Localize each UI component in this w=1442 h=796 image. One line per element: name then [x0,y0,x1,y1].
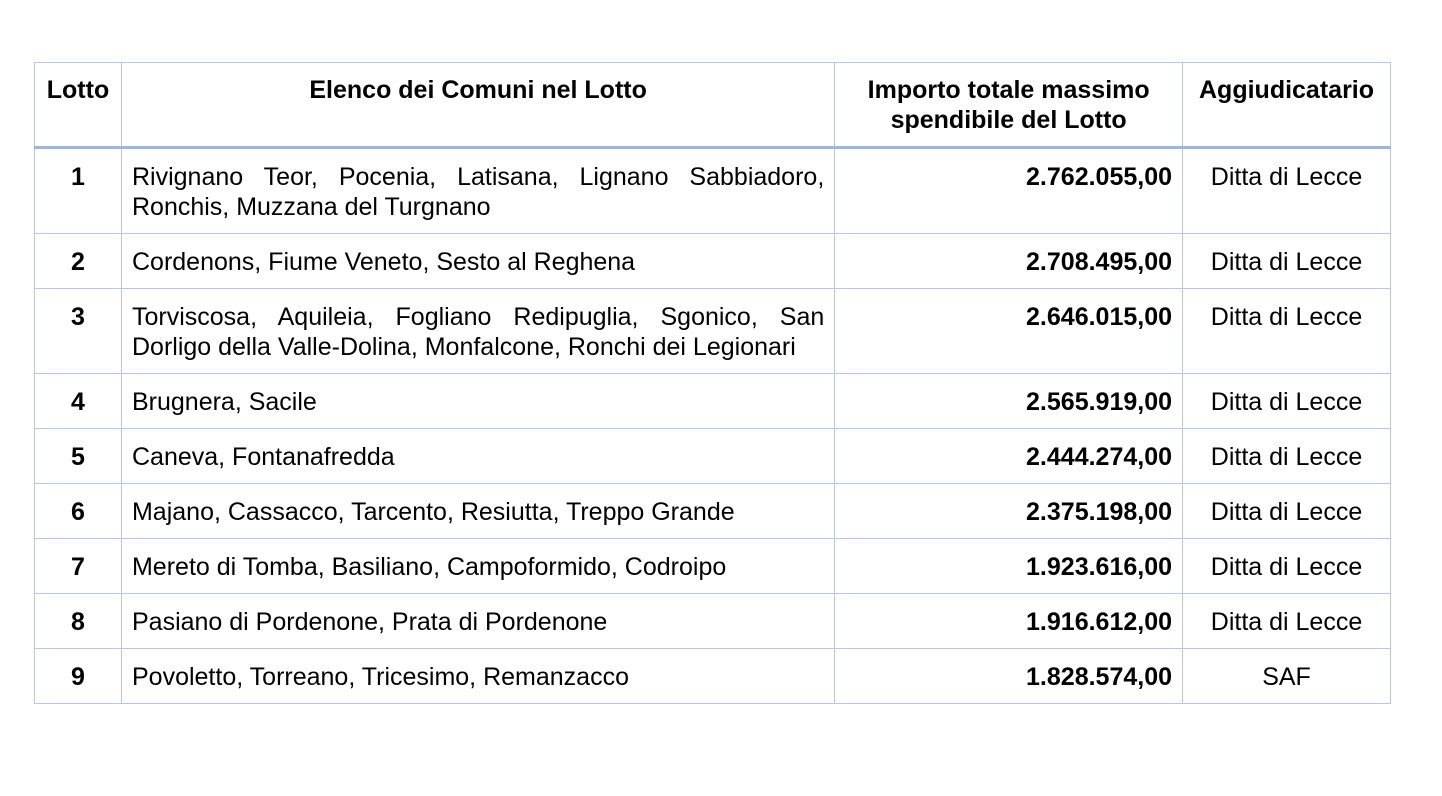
cell-lotto: 4 [35,374,122,429]
cell-importo: 2.565.919,00 [835,374,1183,429]
table-row [35,484,1391,539]
cell-importo: 2.444.274,00 [835,429,1183,484]
cell-lotto: 1 [35,148,122,234]
cell-comuni: Rivignano Teor, Pocenia, Latisana, Lignano Sabbiadoro, Ronchis, Muzzana del Turgnano [121,148,834,234]
cell-comuni: Pasiano di Pordenone, Prata di Pordenone [121,594,834,649]
cell-comuni: Brugnera, Sacile [121,374,834,429]
cell-aggiudicatario: SAF [1183,649,1391,704]
cell-importo: 2.708.495,00 [835,234,1183,289]
cell-lotto: 6 [35,484,122,539]
table-header [35,63,1391,148]
header-importo: Importo totale massimo spendibile del Lotto [835,63,1183,148]
header-row [35,63,1391,148]
cell-comuni: Cordenons, Fiume Veneto, Sesto al Reghena [121,234,834,289]
cell-lotto: 2 [35,234,122,289]
table-body [35,148,1391,704]
cell-importo: 1.916.612,00 [835,594,1183,649]
cell-aggiudicatario: Ditta di Lecce [1183,594,1391,649]
cell-comuni: Torviscosa, Aquileia, Fogliano Redipuglia, Sgonico, San Dorligo della Valle-Dolina, Monfalcone, Ronchi dei Legionari [121,289,834,374]
cell-aggiudicatario: Ditta di Lecce [1183,289,1391,374]
table-row [35,649,1391,704]
cell-comuni: Povoletto, Torreano, Tricesimo, Remanzacco [121,649,834,704]
cell-lotto: 5 [35,429,122,484]
cell-importo: 1.828.574,00 [835,649,1183,704]
cell-comuni: Caneva, Fontanafredda [121,429,834,484]
cell-aggiudicatario: Ditta di Lecce [1183,374,1391,429]
table-row [35,234,1391,289]
table-row [35,539,1391,594]
cell-aggiudicatario: Ditta di Lecce [1183,148,1391,234]
table-row [35,148,1391,234]
table-row [35,374,1391,429]
cell-importo: 2.646.015,00 [835,289,1183,374]
table-row [35,594,1391,649]
cell-aggiudicatario: Ditta di Lecce [1183,234,1391,289]
table-row [35,429,1391,484]
header-lotto: Lotto [35,63,122,148]
cell-importo: 2.762.055,00 [835,148,1183,234]
cell-aggiudicatario: Ditta di Lecce [1183,539,1391,594]
cell-comuni: Majano, Cassacco, Tarcento, Resiutta, Treppo Grande [121,484,834,539]
cell-aggiudicatario: Ditta di Lecce [1183,429,1391,484]
cell-lotto: 8 [35,594,122,649]
cell-importo: 2.375.198,00 [835,484,1183,539]
cell-lotto: 7 [35,539,122,594]
cell-lotto: 3 [35,289,122,374]
cell-importo: 1.923.616,00 [835,539,1183,594]
cell-comuni: Mereto di Tomba, Basiliano, Campoformido, Codroipo [121,539,834,594]
header-aggiudicatario: Aggiudicatario [1183,63,1391,148]
table-row [35,289,1391,374]
cell-aggiudicatario: Ditta di Lecce [1183,484,1391,539]
lotti-table [34,62,1391,704]
cell-lotto: 9 [35,649,122,704]
header-comuni: Elenco dei Comuni nel Lotto [121,63,834,148]
